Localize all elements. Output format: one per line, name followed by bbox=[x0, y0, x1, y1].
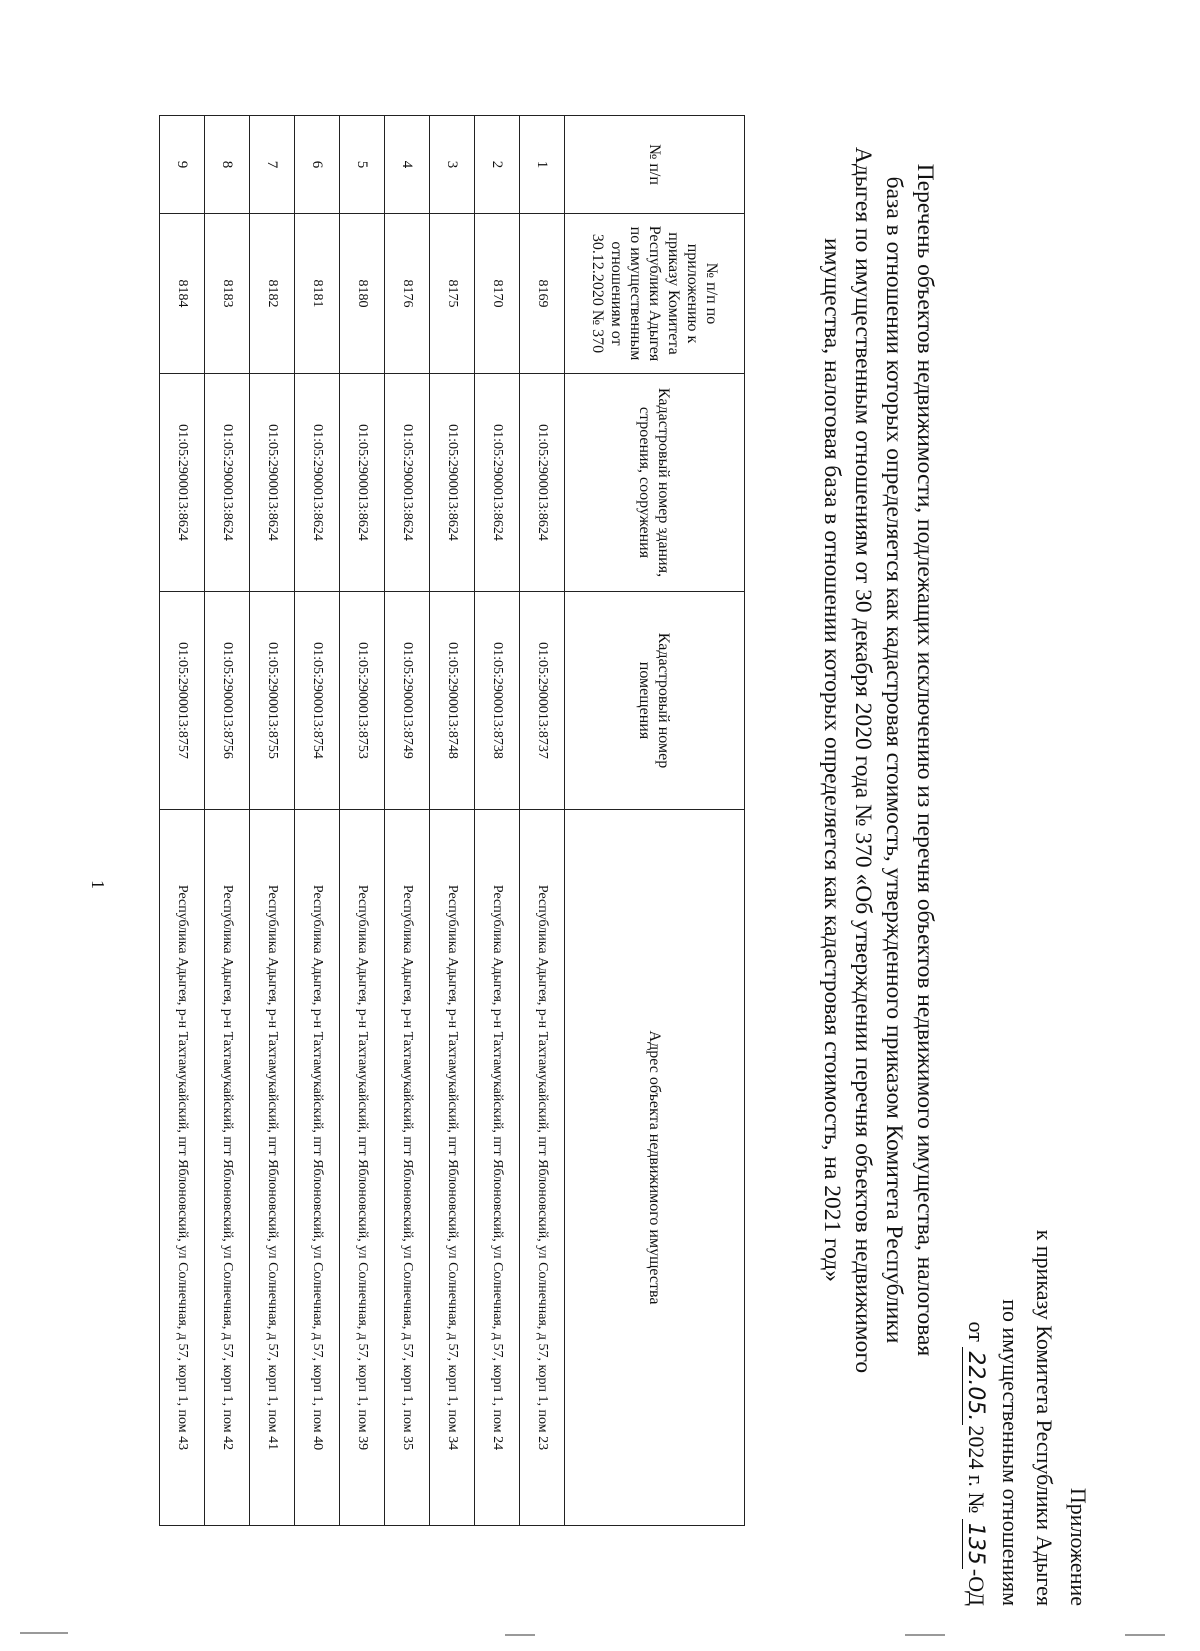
cell-room-cadastral: 01:05:2900013:8757 bbox=[160, 592, 205, 810]
cell-index: 3 bbox=[430, 116, 475, 214]
cell-address: Республика Адыгея, р-н Тахтамукайский, пгт Яблоновский, ул Солнечная, д 57, корп 1, пом 24 bbox=[475, 810, 520, 1526]
cell-original-index: 8182 bbox=[250, 214, 295, 374]
cell-room-cadastral: 01:05:2900013:8756 bbox=[205, 592, 250, 810]
table-row bbox=[205, 116, 250, 1526]
cell-building-cadastral: 01:05:2900013:8624 bbox=[205, 374, 250, 592]
cell-original-index: 8170 bbox=[475, 214, 520, 374]
cell-room-cadastral: 01:05:2900013:8748 bbox=[430, 592, 475, 810]
table-row bbox=[160, 116, 205, 1526]
cell-address: Республика Адыгея, р-н Тахтамукайский, пгт Яблоновский, ул Солнечная, д 57, корп 1, пом 34 bbox=[430, 810, 475, 1526]
appendix-header bbox=[958, 1230, 1095, 1606]
scan-artifact bbox=[1125, 1634, 1165, 1636]
cell-address: Республика Адыгея, р-н Тахтамукайский, пгт Яблоновский, ул Солнечная, д 57, корп 1, пом 42 bbox=[205, 810, 250, 1526]
header-building-cadastral: Кадастровый номер здания, строения, сооружения bbox=[565, 374, 745, 592]
cell-room-cadastral: 01:05:2900013:8754 bbox=[295, 592, 340, 810]
table-row bbox=[250, 116, 295, 1526]
scan-artifact bbox=[20, 1632, 68, 1634]
cell-address: Республика Адыгея, р-н Тахтамукайский, пгт Яблоновский, ул Солнечная, д 57, корп 1, пом 41 bbox=[250, 810, 295, 1526]
cell-room-cadastral: 01:05:2900013:8737 bbox=[520, 592, 565, 810]
cell-index: 5 bbox=[340, 116, 385, 214]
cell-original-index: 8176 bbox=[385, 214, 430, 374]
cell-original-index: 8181 bbox=[295, 214, 340, 374]
cell-address: Республика Адыгея, р-н Тахтамукайский, пгт Яблоновский, ул Солнечная, д 57, корп 1, пом 23 bbox=[520, 810, 565, 1526]
scan-artifact bbox=[905, 1634, 945, 1636]
cell-index: 2 bbox=[475, 116, 520, 214]
header-index: № п/п bbox=[565, 116, 745, 214]
cell-index: 1 bbox=[520, 116, 565, 214]
table-row bbox=[340, 116, 385, 1526]
property-table-container bbox=[159, 115, 745, 1525]
cell-original-index: 8183 bbox=[205, 214, 250, 374]
table-row bbox=[520, 116, 565, 1526]
cell-building-cadastral: 01:05:2900013:8624 bbox=[295, 374, 340, 592]
table-row bbox=[295, 116, 340, 1526]
appendix-label: Приложение bbox=[1066, 1487, 1091, 1606]
cell-address: Республика Адыгея, р-н Тахтамукайский, пгт Яблоновский, ул Солнечная, д 57, корп 1, пом 43 bbox=[160, 810, 205, 1526]
table-row bbox=[475, 116, 520, 1526]
cell-building-cadastral: 01:05:2900013:8624 bbox=[475, 374, 520, 592]
cell-index: 6 bbox=[295, 116, 340, 214]
cell-building-cadastral: 01:05:2900013:8624 bbox=[340, 374, 385, 592]
cell-original-index: 8175 bbox=[430, 214, 475, 374]
cell-room-cadastral: 01:05:2900013:8755 bbox=[250, 592, 295, 810]
page-number: 1 bbox=[88, 880, 108, 889]
scan-artifact bbox=[505, 1634, 535, 1636]
table-row bbox=[385, 116, 430, 1526]
committee-name: по имущественным отношениям bbox=[998, 1299, 1023, 1606]
cell-address: Республика Адыгея, р-н Тахтамукайский, пгт Яблоновский, ул Солнечная, д 57, корп 1, пом 40 bbox=[295, 810, 340, 1526]
table-row bbox=[430, 116, 475, 1526]
cell-room-cadastral: 01:05:2900013:8749 bbox=[385, 592, 430, 810]
cell-address: Республика Адыгея, р-н Тахтамукайский, пгт Яблоновский, ул Солнечная, д 57, корп 1, пом 35 bbox=[385, 810, 430, 1526]
cell-building-cadastral: 01:05:2900013:8624 bbox=[160, 374, 205, 592]
number-suffix: -ОД bbox=[964, 1568, 989, 1606]
order-reference: к приказу Комитета Республики Адыгея bbox=[1032, 1229, 1057, 1606]
cell-original-index: 8169 bbox=[520, 214, 565, 374]
year-text: 2024 г. № bbox=[964, 1425, 989, 1514]
order-date-line bbox=[958, 1230, 993, 1606]
cell-original-index: 8180 bbox=[340, 214, 385, 374]
cell-index: 9 bbox=[160, 116, 205, 214]
cell-building-cadastral: 01:05:2900013:8624 bbox=[520, 374, 565, 592]
cell-room-cadastral: 01:05:2900013:8753 bbox=[340, 592, 385, 810]
handwritten-date: 22.05. bbox=[962, 1347, 988, 1425]
cell-index: 8 bbox=[205, 116, 250, 214]
date-prefix: от bbox=[964, 1321, 989, 1342]
cell-building-cadastral: 01:05:2900013:8624 bbox=[385, 374, 430, 592]
document-title: Перечень объектов недвижимости, подлежащих исключению из перечня объектов недвижимого имущества, налоговая база в отношении которых определяется как кадастровая стоимость, утвержденного приказом Комитета Республики Адыгея по имущественным отношениям от 30 декабря 2020 года № 370 «Об утверждении перечня объектов недвижимого имущества, налоговая база в отношении которых определяется как кадастровая стоимость, на 2021 год» bbox=[819, 146, 938, 1374]
cell-building-cadastral: 01:05:2900013:8624 bbox=[430, 374, 475, 592]
property-table bbox=[159, 115, 745, 1526]
header-address: Адрес объекта недвижимого имущества bbox=[565, 810, 745, 1526]
cell-address: Республика Адыгея, р-н Тахтамукайский, пгт Яблоновский, ул Солнечная, д 57, корп 1, пом 39 bbox=[340, 810, 385, 1526]
handwritten-number: 135 bbox=[962, 1519, 988, 1569]
cell-building-cadastral: 01:05:2900013:8624 bbox=[250, 374, 295, 592]
table-header-row bbox=[565, 116, 745, 1526]
cell-original-index: 8184 bbox=[160, 214, 205, 374]
header-original-index: № п/п по приложению к приказу Комитета Республики Адыгея по имущественным отношениям от 30.12.2020 № 370 bbox=[565, 214, 745, 374]
cell-index: 7 bbox=[250, 116, 295, 214]
cell-room-cadastral: 01:05:2900013:8738 bbox=[475, 592, 520, 810]
cell-index: 4 bbox=[385, 116, 430, 214]
header-room-cadastral: Кадастровый номер помещения bbox=[565, 592, 745, 810]
